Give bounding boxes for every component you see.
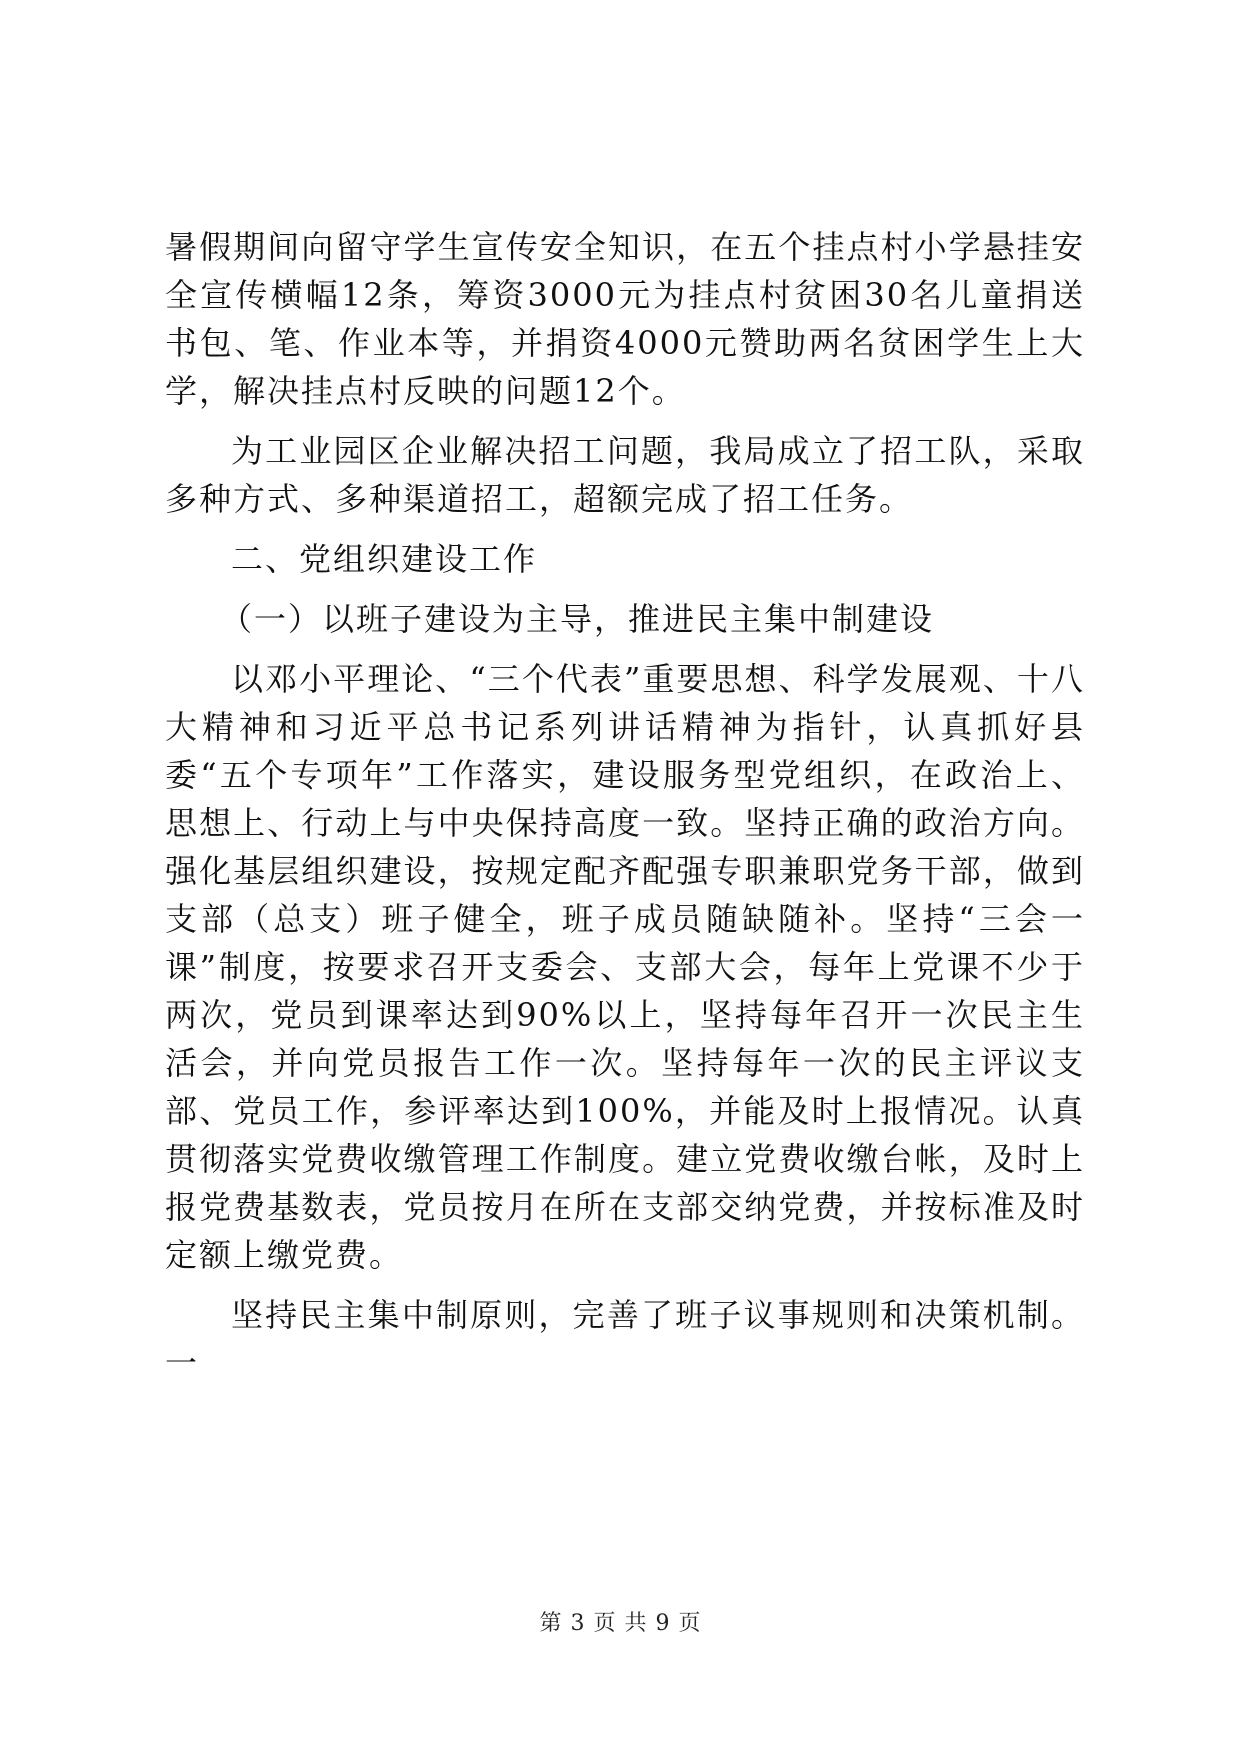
paragraph-democratic-centralism: 坚持民主集中制原则，完善了班子议事规则和决策机制。一 bbox=[165, 1296, 1085, 1382]
paragraph-recruitment: 为工业园区企业解决招工问题，我局成立了招工队，采取多种方式、多种渠道招工，超额完成了招工任务。 bbox=[165, 432, 1085, 518]
subsection-heading-leadership: （一）以班子建设为主导，推进民主集中制建设 bbox=[220, 600, 935, 638]
paragraph-party-organization: 以邓小平理论、“三个代表”重要思想、科学发展观、十八大精神和习近平总书记系列讲话精神为指针，认真抓好县委“五个专项年”工作落实，建设服务型党组织，在政治上、思想上、行动上与中央保持高度一致。坚持正确的政治方向。强化基层组织建设，按规定配齐配强专职兼职党务干部，做到支部（总支）班子健全，班子成员随缺随补。坚持“三会一课”制度，按要求召开支委会、支部大会，每年上党课不少于两次，党员到课率达到90%以上，坚持每年召开一次民主生活会，并向党员报告工作一次。坚持每年一次的民主评议支部、党员工作，参评率达到100%，并能及时上报情况。认真贯彻落实党费收缴管理工作制度。建立党费收缴台帐，及时上报党费基数表，党员按月在所在支部交纳党费，并按标准及时定额上缴党费。 bbox=[165, 660, 1085, 1274]
section-heading-party-building: 二、党组织建设工作 bbox=[231, 540, 538, 578]
paragraph-student-safety: 暑假期间向留守学生宣传安全知识，在五个挂点村小学悬挂安全宣传横幅12条，筹资3000元为挂点村贫困30名儿童捐送书包、笔、作业本等，并捐资4000元赞助两名贫困学生上大学，解决挂点村反映的问题12个。 bbox=[165, 228, 1085, 410]
page-number-footer: 第 3 页 共 9 页 bbox=[539, 1611, 702, 1636]
body-text bbox=[165, 223, 1085, 1387]
